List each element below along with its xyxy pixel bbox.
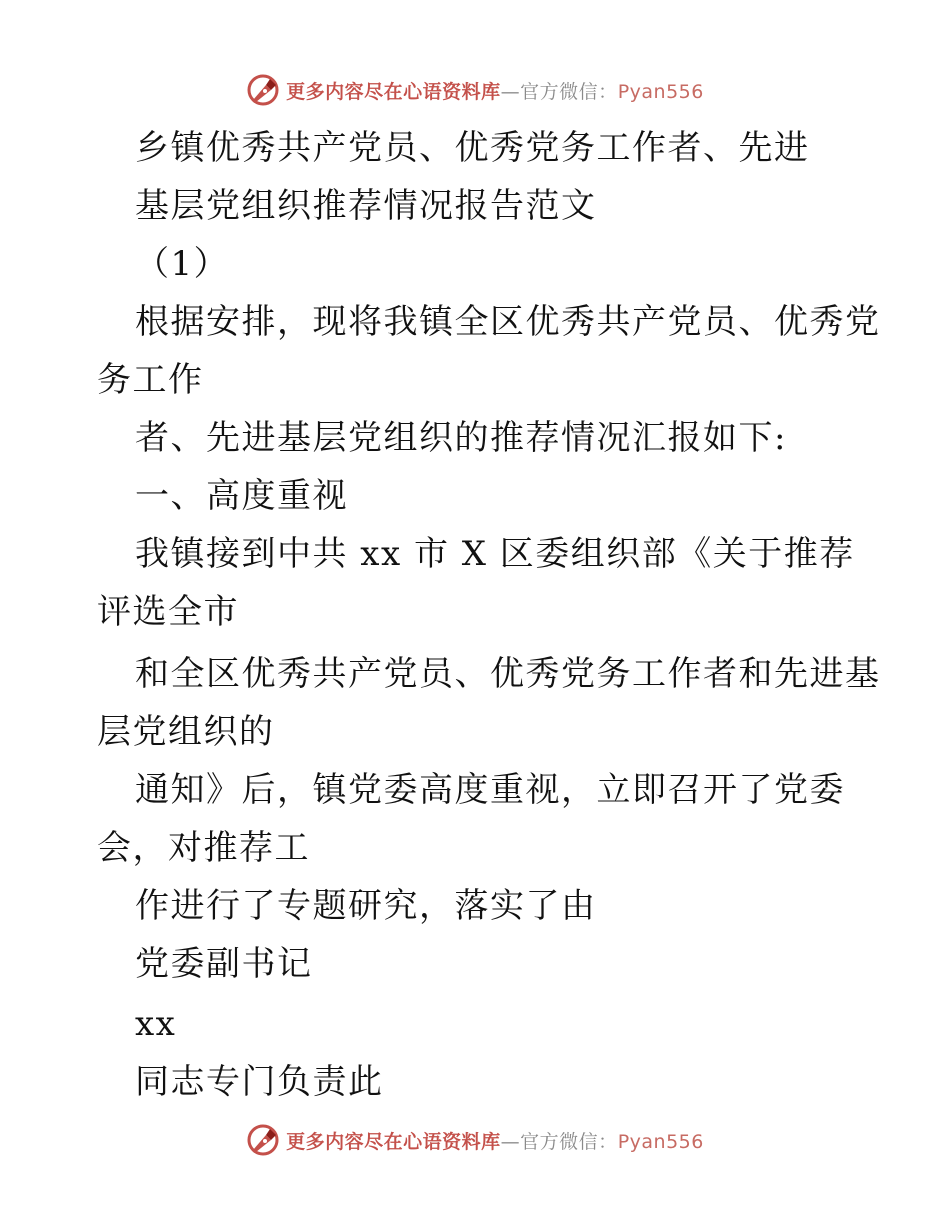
watermark-main: 更多内容尽在心语资料库 bbox=[286, 1130, 501, 1153]
body-line: xx bbox=[135, 1004, 177, 1044]
section-heading: 一、高度重视 bbox=[135, 476, 348, 516]
watermark-account: Pyan556 bbox=[617, 80, 704, 103]
body-line: 评选全市 bbox=[97, 592, 239, 632]
body-line: 通知》后，镇党委高度重视，立即召开了党委 bbox=[135, 770, 845, 810]
watermark-text bbox=[286, 1127, 704, 1154]
watermark-account: Pyan556 bbox=[617, 1130, 704, 1153]
section-number: （1） bbox=[135, 244, 230, 284]
watermark-label: 官方微信： bbox=[520, 80, 618, 103]
title-line-1: 乡镇优秀共产党员、优秀党务工作者、先进 bbox=[135, 128, 810, 168]
watermark-dash: — bbox=[500, 1130, 521, 1153]
watermark-main: 更多内容尽在心语资料库 bbox=[286, 80, 501, 103]
body-line: 根据安排，现将我镇全区优秀共产党员、优秀党 bbox=[135, 302, 881, 342]
pen-nib-logo-icon bbox=[246, 1123, 280, 1157]
body-line: 和全区优秀共产党员、优秀党务工作者和先进基 bbox=[135, 654, 881, 694]
body-line: 我镇接到中共 xx 市 X 区委组织部《关于推荐 bbox=[135, 534, 855, 574]
body-line: 务工作 bbox=[97, 360, 204, 400]
body-line: 会，对推荐工 bbox=[97, 828, 310, 868]
body-line: 同志专门负责此 bbox=[135, 1062, 384, 1102]
body-line: 者、先进基层党组织的推荐情况汇报如下: bbox=[135, 418, 787, 458]
body-line: 作进行了专题研究，落实了由 bbox=[135, 886, 597, 926]
watermark-footer bbox=[0, 1120, 950, 1160]
watermark-dash: — bbox=[500, 80, 521, 103]
body-line: 党委副书记 bbox=[135, 944, 313, 984]
title-line-2: 基层党组织推荐情况报告范文 bbox=[135, 186, 597, 226]
body-line: 层党组织的 bbox=[97, 712, 275, 752]
watermark-label: 官方微信： bbox=[520, 1130, 618, 1153]
